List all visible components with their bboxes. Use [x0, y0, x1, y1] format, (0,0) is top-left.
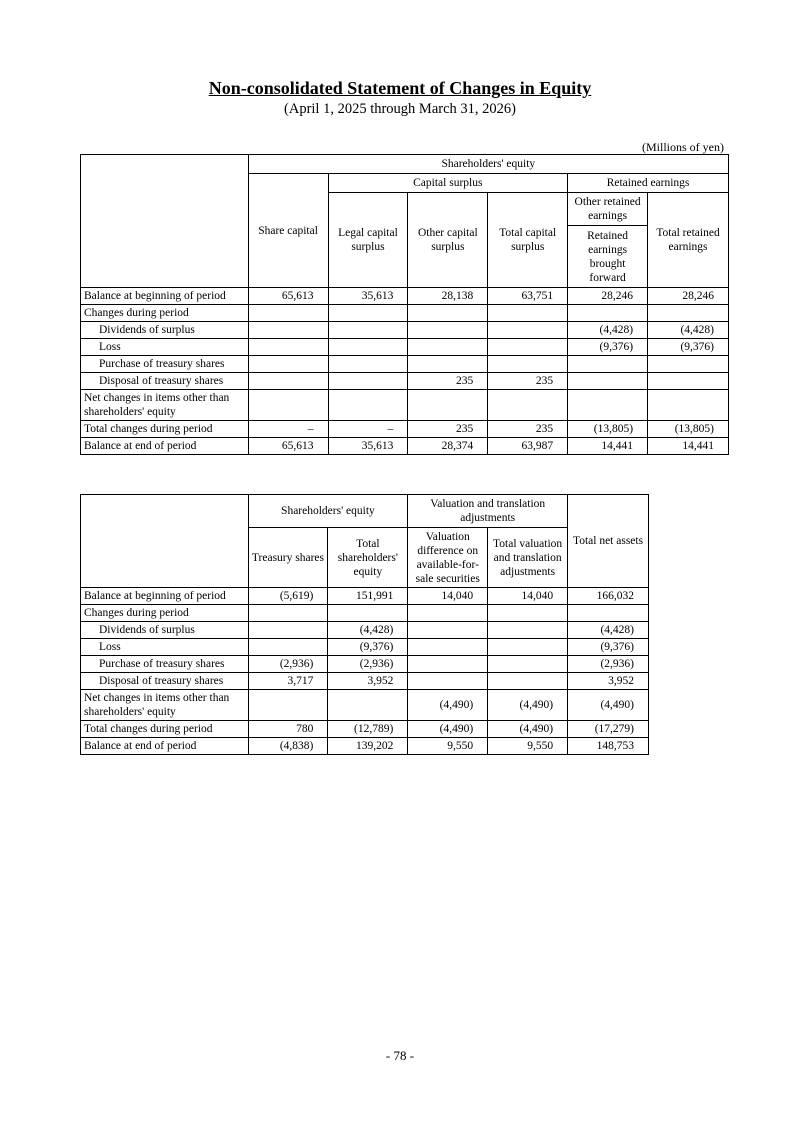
cell-value [488, 356, 568, 373]
cell-value: 780 [248, 721, 328, 738]
cell-value [648, 305, 729, 322]
cell-value: 9,550 [408, 738, 488, 755]
page-title: Non-consolidated Statement of Changes in Equity [208, 78, 592, 98]
header-total-valuation-adjustments: Total valuation and translation adjustments [488, 528, 568, 588]
row-label: Balance at beginning of period [81, 288, 249, 305]
table-row [81, 673, 649, 690]
table-row [81, 356, 729, 373]
cell-value [488, 605, 568, 622]
cell-value [488, 305, 568, 322]
page-number: - 78 - [385, 1048, 415, 1063]
cell-value [328, 322, 408, 339]
table-row [81, 421, 729, 438]
header-total-capital-surplus: Total capital surplus [488, 193, 568, 288]
cell-value: 28,246 [568, 288, 648, 305]
cell-value: (4,428) [568, 322, 648, 339]
cell-value [328, 373, 408, 390]
row-label: Disposal of treasury shares [81, 673, 249, 690]
table-row [81, 639, 649, 656]
cell-value: 148,753 [568, 738, 649, 755]
cell-value [248, 322, 328, 339]
cell-value: (4,838) [248, 738, 328, 755]
cell-value [248, 639, 328, 656]
table-row [81, 288, 729, 305]
row-label: Net changes in items other than shareholders' equity [81, 690, 249, 721]
row-label: Loss [81, 339, 249, 356]
cell-value [408, 656, 488, 673]
table-row [81, 588, 649, 605]
cell-value [568, 605, 649, 622]
header-blank [81, 495, 249, 588]
cell-value [248, 373, 328, 390]
row-label: Purchase of treasury shares [81, 356, 249, 373]
header-legal-capital-surplus: Legal capital surplus [328, 193, 408, 288]
row-label: Changes during period [81, 305, 249, 322]
cell-value [488, 322, 568, 339]
cell-value: – [248, 421, 328, 438]
cell-value: (9,376) [328, 639, 408, 656]
cell-value [408, 605, 488, 622]
cell-value: 235 [488, 373, 568, 390]
row-label: Balance at end of period [81, 438, 249, 455]
cell-value: 3,952 [568, 673, 649, 690]
row-label: Loss [81, 639, 249, 656]
table-row [81, 390, 729, 421]
cell-value [408, 339, 488, 356]
cell-value: (4,490) [568, 690, 649, 721]
unit-label: (Millions of yen) [642, 140, 724, 154]
cell-value: (9,376) [648, 339, 729, 356]
cell-value [328, 390, 408, 421]
cell-value [328, 605, 408, 622]
header-shareholders-equity: Shareholders' equity [248, 495, 408, 528]
cell-value [248, 339, 328, 356]
header-share-capital: Share capital [248, 174, 328, 288]
row-label: Balance at end of period [81, 738, 249, 755]
cell-value: 9,550 [488, 738, 568, 755]
cell-value: (2,936) [328, 656, 408, 673]
header-valuation-difference: Valuation difference on available-for-sale securities [408, 528, 488, 588]
cell-value: 35,613 [328, 288, 408, 305]
equity-table-1 [80, 154, 729, 455]
cell-value [408, 673, 488, 690]
table-row [81, 373, 729, 390]
header-treasury-shares: Treasury shares [248, 528, 328, 588]
row-label: Net changes in items other than shareholders' equity [81, 390, 249, 421]
cell-value: (9,376) [568, 339, 648, 356]
cell-value: 14,040 [408, 588, 488, 605]
cell-value [568, 373, 648, 390]
cell-value: (4,490) [408, 690, 488, 721]
cell-value: (2,936) [568, 656, 649, 673]
cell-value: 63,987 [488, 438, 568, 455]
cell-value: (4,490) [488, 721, 568, 738]
cell-value: 166,032 [568, 588, 649, 605]
table-row [81, 656, 649, 673]
cell-value: 3,952 [328, 673, 408, 690]
header-total-retained-earnings: Total retained earnings [648, 193, 729, 288]
header-shareholders-equity: Shareholders' equity [248, 155, 728, 174]
table-row [81, 690, 649, 721]
cell-value [568, 356, 648, 373]
cell-value: (5,619) [248, 588, 328, 605]
cell-value: 28,138 [408, 288, 488, 305]
table-row [81, 738, 649, 755]
cell-value: 235 [488, 421, 568, 438]
cell-value [488, 673, 568, 690]
period-subtitle: (April 1, 2025 through March 31, 2026) [284, 101, 516, 117]
cell-value: (4,428) [648, 322, 729, 339]
cell-value [408, 622, 488, 639]
cell-value: 151,991 [328, 588, 408, 605]
cell-value: (9,376) [568, 639, 649, 656]
header-blank [81, 155, 249, 288]
cell-value [328, 339, 408, 356]
cell-value: 63,751 [488, 288, 568, 305]
cell-value: (4,428) [328, 622, 408, 639]
cell-value [488, 656, 568, 673]
cell-value: (17,279) [568, 721, 649, 738]
equity-table-2 [80, 494, 649, 755]
cell-value [408, 305, 488, 322]
cell-value: 139,202 [328, 738, 408, 755]
cell-value [248, 605, 328, 622]
cell-value: 235 [408, 373, 488, 390]
cell-value [408, 356, 488, 373]
cell-value [408, 390, 488, 421]
header-total-shareholders-equity: Total shareholders' equity [328, 528, 408, 588]
row-label: Dividends of surplus [81, 622, 249, 639]
row-label: Total changes during period [81, 721, 249, 738]
cell-value: (4,428) [568, 622, 649, 639]
table-2-body [81, 588, 649, 755]
cell-value: 3,717 [248, 673, 328, 690]
cell-value [488, 639, 568, 656]
cell-value [488, 390, 568, 421]
row-label: Disposal of treasury shares [81, 373, 249, 390]
header-other-capital-surplus: Other capital surplus [408, 193, 488, 288]
cell-value [248, 356, 328, 373]
cell-value [488, 339, 568, 356]
cell-value: 14,441 [568, 438, 648, 455]
header-capital-surplus: Capital surplus [328, 174, 568, 193]
cell-value [248, 622, 328, 639]
table-row [81, 322, 729, 339]
header-other-retained-earnings: Other retained earnings [568, 193, 648, 226]
cell-value: (13,805) [568, 421, 648, 438]
cell-value [408, 639, 488, 656]
cell-value: (4,490) [488, 690, 568, 721]
header-total-net-assets: Total net assets [568, 495, 649, 588]
cell-value: (4,490) [408, 721, 488, 738]
cell-value: 28,246 [648, 288, 729, 305]
header-valuation-adjustments: Valuation and translation adjustments [408, 495, 568, 528]
cell-value: 65,613 [248, 438, 328, 455]
cell-value [648, 356, 729, 373]
table-row [81, 305, 729, 322]
cell-value [248, 690, 328, 721]
table-row [81, 339, 729, 356]
cell-value: (13,805) [648, 421, 729, 438]
cell-value: 14,040 [488, 588, 568, 605]
cell-value: (12,789) [328, 721, 408, 738]
cell-value [248, 305, 328, 322]
table-row [81, 721, 649, 738]
cell-value: (2,936) [248, 656, 328, 673]
row-label: Purchase of treasury shares [81, 656, 249, 673]
row-label: Balance at beginning of period [81, 588, 249, 605]
row-label: Total changes during period [81, 421, 249, 438]
cell-value [488, 622, 568, 639]
cell-value: – [328, 421, 408, 438]
cell-value: 65,613 [248, 288, 328, 305]
row-label: Changes during period [81, 605, 249, 622]
cell-value [328, 305, 408, 322]
cell-value [328, 356, 408, 373]
cell-value [248, 390, 328, 421]
header-retained-earnings: Retained earnings [568, 174, 729, 193]
cell-value [648, 390, 729, 421]
cell-value [648, 373, 729, 390]
cell-value: 14,441 [648, 438, 729, 455]
header-retained-earnings-brought-forward: Retained earnings brought forward [568, 226, 648, 288]
table-row [81, 605, 649, 622]
table-1-body [81, 288, 729, 455]
cell-value: 35,613 [328, 438, 408, 455]
cell-value [328, 690, 408, 721]
cell-value [568, 390, 648, 421]
table-row [81, 622, 649, 639]
cell-value: 28,374 [408, 438, 488, 455]
cell-value [568, 305, 648, 322]
cell-value [408, 322, 488, 339]
table-row [81, 438, 729, 455]
row-label: Dividends of surplus [81, 322, 249, 339]
cell-value: 235 [408, 421, 488, 438]
